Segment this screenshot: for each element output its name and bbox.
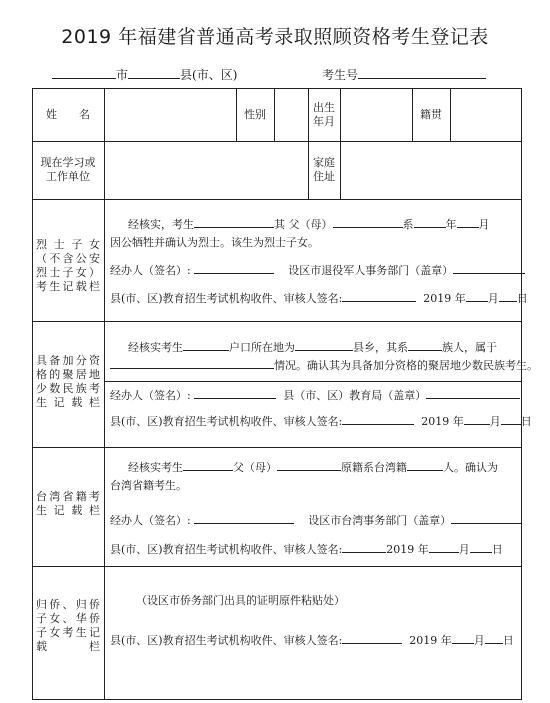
- birth-value[interactable]: [340, 88, 412, 141]
- minority-text: 情况。确认其为具备加分资格的聚居地少数民族考生。: [274, 359, 538, 372]
- minority-line1: [128, 339, 497, 355]
- row-divider: [32, 566, 522, 567]
- work-unit-label: [32, 141, 104, 199]
- city-blank[interactable]: [52, 66, 116, 79]
- taiwan-origin-blank[interactable]: [407, 459, 443, 471]
- taiwan-text: 父（母）: [233, 461, 277, 474]
- overseas-verify-line: [110, 632, 514, 648]
- martyr-handler-line: [110, 262, 525, 278]
- martyr-parent-blank[interactable]: [333, 216, 403, 228]
- gender-value[interactable]: [274, 88, 308, 141]
- overseas-section-label: 归侨、归侨子女、华侨子女考生记载栏: [36, 598, 100, 653]
- exam-no-label: 考生号: [322, 68, 359, 82]
- handler-label: 经办人（签名）:: [110, 514, 191, 527]
- martyr-text: 经核实，考生: [128, 218, 194, 231]
- dept-label: 设区市退役军人事务部门（盖章）: [288, 264, 454, 277]
- name-label: 姓 名: [46, 107, 90, 121]
- taiwan-line1: [128, 459, 498, 475]
- verify-label: 县(市、区)教育招生考试机构收件、审核人签名:: [110, 543, 343, 556]
- home-address-value[interactable]: [340, 141, 522, 199]
- minority-handler-line: [110, 387, 520, 403]
- year-label: 2019 年: [386, 543, 429, 556]
- taiwan-text: 原籍系台湾籍: [341, 461, 407, 474]
- row-divider: [32, 321, 522, 322]
- taiwan-handler-blank[interactable]: [194, 512, 294, 524]
- birth-label: [308, 88, 340, 141]
- home-address-label-line2: 住址: [313, 170, 335, 183]
- day-label: 日: [516, 292, 528, 305]
- minority-dept-blank[interactable]: [426, 387, 520, 399]
- home-address-label: [308, 141, 340, 199]
- taiwan-line2: 台湾省籍考生。: [110, 479, 187, 492]
- martyr-year-blank[interactable]: [414, 216, 446, 228]
- martyr-text: 其 父（母）: [274, 218, 333, 231]
- verify-label: 县(市、区)教育招生考试机构收件、审核人签名:: [110, 292, 343, 305]
- row-divider: [32, 447, 522, 448]
- minority-handler-blank[interactable]: [194, 387, 276, 399]
- day-label: 日: [520, 415, 532, 428]
- martyr-month-sign-blank[interactable]: [466, 290, 488, 302]
- taiwan-month-sign-blank[interactable]: [429, 541, 459, 553]
- martyr-day-blank[interactable]: [499, 290, 517, 302]
- city-field[interactable]: [52, 66, 237, 83]
- year-label: 2019 年: [409, 634, 452, 647]
- martyr-verify-line: [110, 290, 528, 306]
- martyr-text: 月: [478, 218, 490, 231]
- exam-no-field[interactable]: [322, 66, 486, 83]
- minority-ethnic-blank[interactable]: [408, 339, 442, 351]
- native-place-value[interactable]: [450, 88, 522, 141]
- taiwan-parent-blank[interactable]: [277, 459, 341, 471]
- minority-text: 经核实考生: [128, 341, 183, 354]
- martyr-student-blank[interactable]: [194, 216, 274, 228]
- page-title: 2019 年福建省普通高考录取照顾资格考生登记表: [61, 26, 489, 48]
- work-unit-value[interactable]: [104, 141, 308, 199]
- verify-label: 县(市、区)教育招生考试机构收件、审核人签名:: [110, 634, 343, 647]
- overseas-month-sign-blank[interactable]: [452, 632, 474, 644]
- month-label: 月: [458, 543, 470, 556]
- county-label: 县(市、区): [180, 68, 238, 82]
- taiwan-text: 经核实考生: [128, 461, 183, 474]
- taiwan-handler-line: [110, 512, 521, 528]
- month-label: 月: [489, 415, 501, 428]
- birth-label-line2: 年月: [313, 114, 335, 128]
- native-place-label: 籍贯: [420, 107, 442, 121]
- taiwan-dept-blank[interactable]: [451, 512, 521, 524]
- handler-label: 经办人（签名）:: [110, 389, 191, 402]
- city-label: 市: [116, 68, 129, 82]
- martyr-month-blank[interactable]: [457, 216, 479, 228]
- dept-label: 设区市台湾事务部门（盖章）: [308, 514, 452, 527]
- handler-label: 经办人（签名）:: [110, 264, 191, 277]
- minority-section-label: 具备加分资格的聚居地少数民族考生记载栏: [36, 354, 100, 409]
- overseas-attach-note: （设区市侨务部门出具的证明原件粘贴处）: [136, 594, 345, 607]
- taiwan-section-label: 台湾省籍考生记载栏: [36, 490, 100, 517]
- taiwan-verify-line: [110, 541, 503, 557]
- gender-label: 性别: [244, 107, 266, 121]
- minority-text: 族人，属于: [442, 341, 497, 354]
- minority-verify-line: [110, 413, 532, 429]
- martyr-section-label: 烈士子女（不含公安烈士子女）考生记载栏: [36, 238, 100, 293]
- dept-label: 县（市、区）教育局（盖章）: [283, 389, 427, 402]
- minority-signer-blank[interactable]: [342, 413, 414, 425]
- taiwan-day-blank[interactable]: [470, 541, 492, 553]
- martyr-text: 年: [445, 218, 457, 231]
- minority-month-sign-blank[interactable]: [464, 413, 490, 425]
- year-label: 2019 年: [423, 292, 466, 305]
- row-divider: [32, 199, 522, 200]
- day-label: 日: [502, 634, 514, 647]
- home-address-label-line1: 家庭: [313, 156, 335, 169]
- taiwan-student-blank[interactable]: [183, 459, 233, 471]
- name-value[interactable]: [104, 88, 236, 141]
- minority-line2: [110, 357, 538, 373]
- county-blank[interactable]: [128, 66, 180, 79]
- minority-day-blank[interactable]: [501, 413, 521, 425]
- overseas-signer-blank[interactable]: [342, 632, 402, 644]
- verify-label: 县(市、区)教育招生考试机构收件、审核人签名:: [110, 415, 343, 428]
- minority-text: 户口所在地为: [229, 341, 295, 354]
- minority-text: 县乡，其系: [353, 341, 408, 354]
- taiwan-signer-blank[interactable]: [342, 541, 386, 553]
- work-unit-label-line2: 工作单位: [46, 170, 90, 183]
- minority-county-blank[interactable]: [295, 339, 353, 351]
- work-unit-label-line1: 现在学习或: [40, 156, 96, 169]
- year-label: 2019 年: [421, 415, 464, 428]
- month-label: 月: [487, 292, 499, 305]
- minority-situation-blank[interactable]: [110, 357, 274, 369]
- martyr-line1: [128, 216, 490, 232]
- martyr-text: 系: [402, 218, 414, 231]
- exam-no-blank[interactable]: [358, 66, 486, 79]
- birth-label-line1: 出生: [313, 100, 335, 114]
- minority-student-blank[interactable]: [183, 339, 229, 351]
- day-label: 日: [491, 543, 503, 556]
- martyr-signer-blank[interactable]: [342, 290, 416, 302]
- overseas-day-blank[interactable]: [485, 632, 503, 644]
- martyr-dept-blank[interactable]: [453, 262, 525, 274]
- row-divider: [104, 381, 522, 382]
- month-label: 月: [473, 634, 485, 647]
- taiwan-text: 人。确认为: [443, 461, 498, 474]
- martyr-handler-blank[interactable]: [194, 262, 274, 274]
- martyr-line2: 因公牺牲并确认为烈士。该生为烈士子女。: [110, 236, 319, 249]
